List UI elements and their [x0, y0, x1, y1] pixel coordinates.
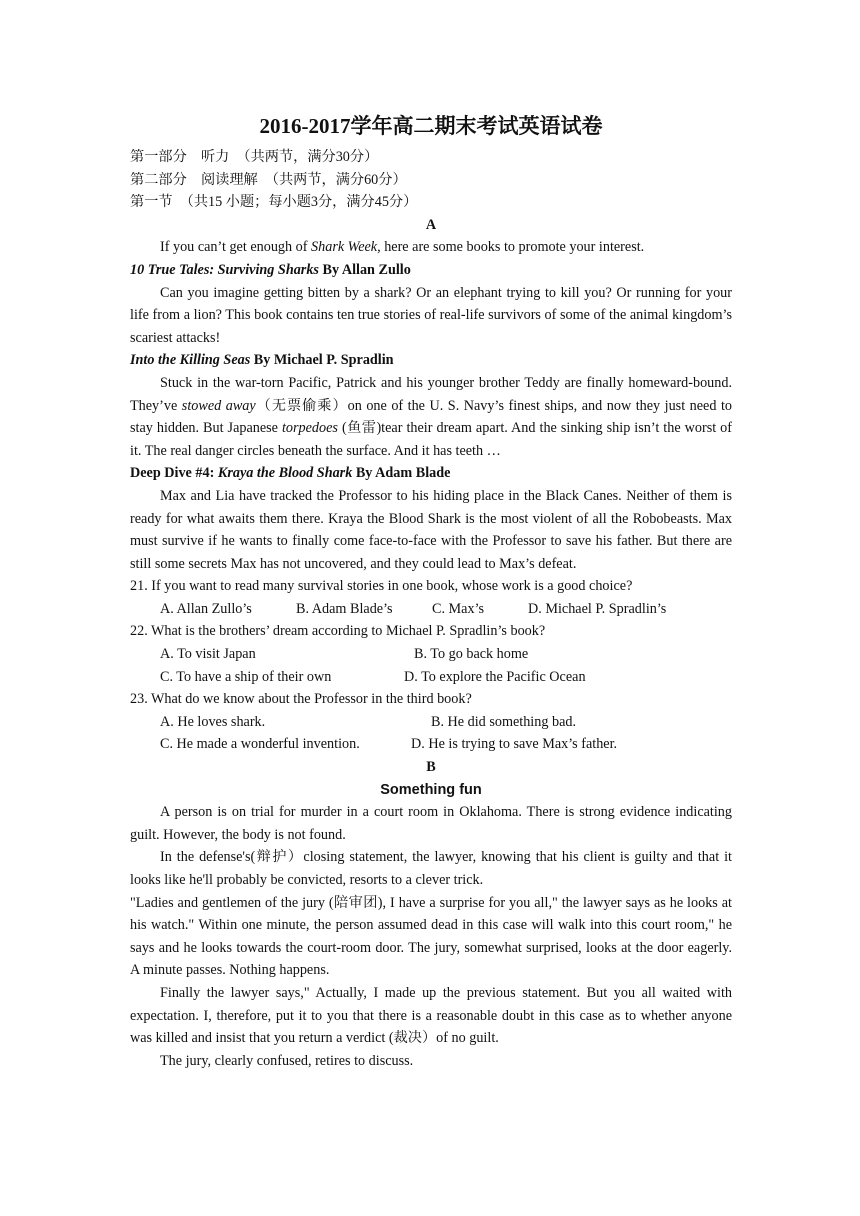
q22-option-a: A. To visit Japan — [160, 646, 256, 663]
intro-text-pre: If you can’t get enough of — [160, 239, 312, 256]
exam-page — [130, 112, 732, 1072]
book2-description — [130, 372, 732, 462]
book2-text-1: Stuck in the war-torn Pacific, Patrick and his younger brother Teddy are finally homeward-bound. They’ve — [130, 374, 732, 414]
passage-a-letter: A — [425, 216, 437, 233]
book2-text-2: （无票偷乘）on one of the U. S. Navy’s finest ships, and now they just need to stay hidden. But Japanese — [130, 397, 732, 437]
book2-em-1: stowed away — [181, 397, 256, 414]
question-23-options-row2 — [130, 733, 732, 756]
question-21-stem: 21. If you want to read many survival stories in one book, whose work is a good choice? — [130, 578, 633, 595]
book2-heading — [130, 349, 732, 372]
passage-b-p3: "Ladies and gentlemen of the jury (陪审团), I have a surprise for you all," the lawyer says as he looks at his watch." Within one minute, the person assumed dead in this case will walk into this court room," he says and he looks towards the court-room door. The jury, somewhat surprised, looks at the door eagerly. A minute passes. Nothing happens. — [130, 894, 732, 979]
q23-option-b: B. He did something bad. — [431, 713, 577, 730]
passage-b-p4: Finally the lawyer says," Actually, I made up the previous statement. But you all waited with expectation. I, therefore, put it to you that there is a reasonable doubt in this case as to whether anyone was killed and insist that you return a verdict (裁决）of no guilt. — [130, 984, 732, 1047]
question-23-options-row1 — [130, 711, 732, 734]
question-21-options — [130, 598, 732, 621]
q22-option-d: D. To explore the Pacific Ocean — [404, 668, 586, 685]
q23-option-a: A. He loves shark. — [160, 713, 266, 730]
book1-author: By Allan Zullo — [318, 261, 411, 278]
book2-text-3: (鱼雷)tear their dream apart. And the sinking ship isn’t the worst of it. The real danger circles beneath the surface. And it has teeth … — [130, 420, 732, 459]
intro-text-post: here are some books to promote your interest. — [380, 239, 645, 256]
q22-option-c: C. To have a ship of their own — [160, 668, 332, 685]
exam-title: 2016-2017学年高二期末考试英语试卷 — [259, 114, 603, 138]
question-22-options-row1 — [130, 643, 732, 666]
book3-heading — [130, 462, 732, 485]
q23-option-d: D. He is trying to save Max’s father. — [411, 736, 618, 753]
book3-description: Max and Lia have tracked the Professor to his hiding place in the Black Canes. Neither of them is ready for what awaits them there. Kraya the Blood Shark is the most violent of all the Robobeasts. Max must survive if he wants to finally come face-to-face with the Professor to save his father. But there are still some secrets Max has not uncovered, and they could lead to Max’s defeat. — [130, 487, 732, 572]
passage-b-p5: The jury, clearly confused, retires to discuss. — [160, 1052, 414, 1069]
q21-option-b: B. Adam Blade’s — [296, 600, 393, 617]
intro-text-em: Shark Week, — [311, 239, 381, 256]
passage-b-title: Something fun — [380, 781, 482, 798]
book1-description: Can you imagine getting bitten by a shark? Or an elephant trying to kill you? Or running for your life from a lion? This book contains ten true stories of real-life survivors of some of the animal kingdom’s scariest attacks! — [130, 284, 732, 346]
section-reading: 第二部分 阅读理解 （共两节，满分60分） — [130, 171, 407, 188]
q21-option-c: C. Max’s — [432, 600, 485, 617]
passage-b-p1: A person is on trial for murder in a court room in Oklahoma. There is strong evidence indicating guilt. However, the body is not found. — [130, 804, 732, 843]
question-22-stem: 22. What is the brothers’ dream according to Michael P. Spradlin’s book? — [130, 623, 546, 640]
q22-option-b: B. To go back home — [414, 646, 529, 663]
question-22-options-row2 — [130, 666, 732, 689]
passage-b-p2: In the defense's(辩护）closing statement, the lawyer, knowing that his client is guilty and that it looks like he'll probably be convicted, resorts to a clever trick. — [130, 849, 732, 888]
book1-title: 10 True Tales: Surviving Sharks — [130, 261, 319, 278]
book1-heading — [130, 259, 732, 282]
book3-author: By Adam Blade — [352, 465, 451, 482]
section-listening: 第一部分 听力 （共两节，满分30分） — [130, 149, 379, 165]
book2-author: By Michael P. Spradlin — [250, 352, 394, 369]
book2-em-2: torpedoes — [281, 420, 338, 437]
q23-option-c: C. He made a wonderful invention. — [160, 736, 360, 753]
book2-title: Into the Killing Seas — [130, 352, 251, 369]
book3-title: Kraya the Blood Shark — [217, 465, 353, 482]
passage-b-letter: B — [426, 759, 436, 776]
section-part-one: 第一节 （共15 小题；每小题3分，满分45分） — [130, 194, 418, 211]
q21-option-a: A. Allan Zullo’s — [160, 600, 252, 617]
book3-prefix: Deep Dive #4: — [130, 465, 218, 482]
question-23-stem: 23. What do we know about the Professor in the third book? — [130, 691, 472, 708]
passage-a-intro — [130, 236, 732, 259]
q21-option-d: D. Michael P. Spradlin’s — [528, 600, 667, 617]
